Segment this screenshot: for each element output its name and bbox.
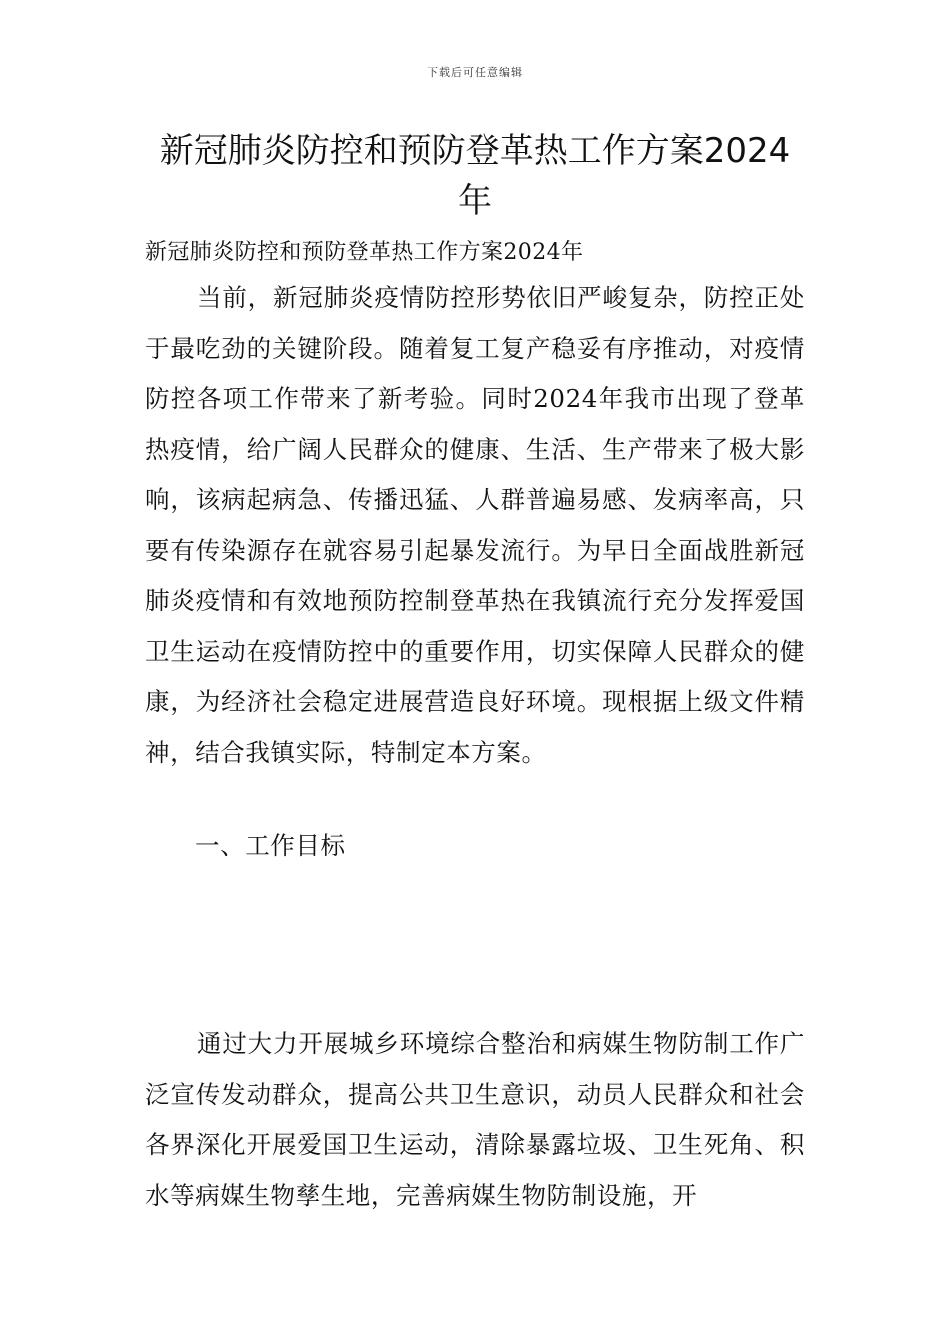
paragraph-intro: 当前，新冠肺炎疫情防控形势依旧严峻复杂，防控正处于最吃劲的关键阶段。随着复工复产稳妥有序推动，对疫情防控各项工作带来了新考验。同时2024年我市出现了登革热疫情，给广阔人民群众的健康、生活、生产带来了极大影响，该病起病急、传播迅猛、人群普遍易感、发病率高，只要有传染源存在就容易引起暴发流行。为早日全面战胜新冠肺炎疫情和有效地预防控制登革热在我镇流行充分发挥爱国卫生运动在疫情防控中的重要作用，切实保障人民群众的健康，为经济社会稳定进展营造良好环境。现根据上级文件精神，结合我镇实际，特制定本方案。: [145, 283, 805, 767]
paragraph-work-goals: 通过大力开展城乡环境综合整治和病媒生物防制工作广泛宣传发动群众，提高公共卫生意识，动员人民群众和社会各界深化开展爱国卫生运动，清除暴露垃圾、卫生死角、积水等病媒生物孳生地，完善病媒生物防制设施，开: [145, 1029, 805, 1210]
section-heading-work-goals: 一、工作目标: [195, 831, 346, 860]
document-subtitle: 新冠肺炎防控和预防登革热工作方案2024年: [145, 240, 584, 265]
document-title: 新冠肺炎防控和预防登革热工作方案2024年: [159, 131, 791, 221]
header-note: 下载后可任意编辑: [427, 66, 523, 79]
